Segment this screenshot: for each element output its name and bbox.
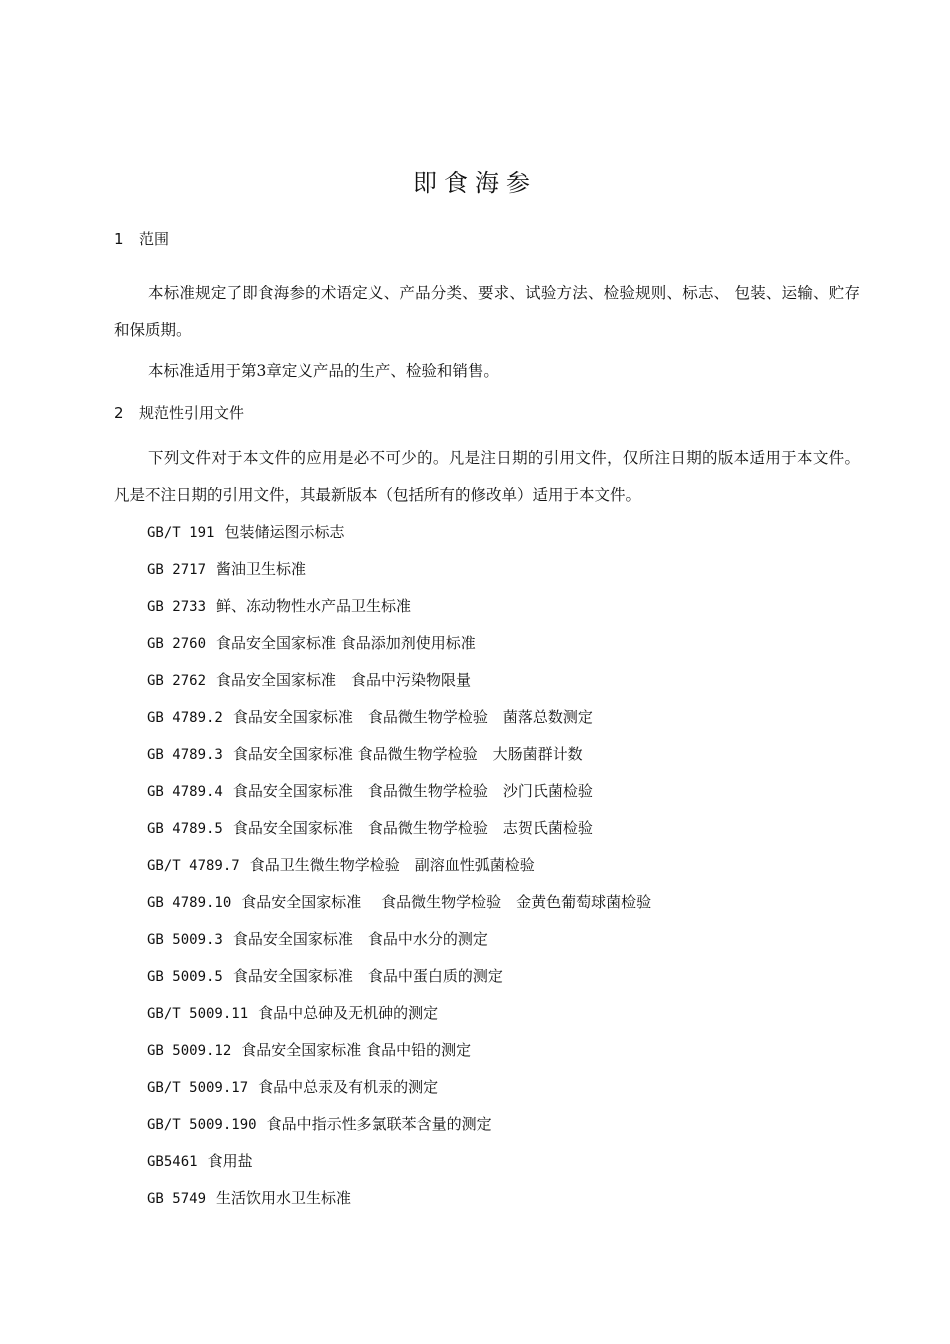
reference-code: GB/T 5009.11 [147,1006,249,1022]
reference-title: 食品安全国家标准 食品微生物学检验 菌落总数测定 [232,708,593,726]
section-title: 规范性引用文件 [139,404,245,422]
reference-code: GB 4789.4 [147,784,223,800]
reference-code: GB 5009.3 [147,932,223,948]
reference-title: 食品安全国家标准 食品微生物学检验 沙门氏菌检验 [232,782,593,800]
reference-item [147,1032,651,1069]
reference-code: GB 2762 [147,673,207,689]
reference-code: GB 4789.5 [147,821,223,837]
reference-code: GB 2733 [147,599,207,615]
reference-code: GB5461 [147,1154,198,1170]
reference-code: GB 2760 [147,636,207,652]
section-heading-normative-references [114,403,244,423]
reference-code: GB/T 4789.7 [147,858,240,874]
reference-list [147,514,651,1217]
reference-title: 包装储运图示标志 [224,523,345,541]
reference-item [147,625,651,662]
section-number: 2 [114,404,124,422]
reference-item [147,1069,651,1106]
reference-title: 酱油卫生标准 [216,560,307,578]
reference-code: GB 2717 [147,562,207,578]
reference-item [147,847,651,884]
reference-title: 食品中指示性多氯联苯含量的测定 [266,1115,492,1133]
reference-title: 食品安全国家标准 食品微生物学检验 志贺氏菌检验 [232,819,593,837]
reference-code: GB 5009.5 [147,969,223,985]
reference-code: GB 4789.3 [147,747,223,763]
reference-title: 生活饮用水卫生标准 [216,1189,352,1207]
reference-item [147,662,651,699]
scope-applicability-paragraph: 本标准适用于第3章定义产品的生产、检验和销售。 [148,362,499,380]
section-number: 1 [114,230,124,248]
reference-item [147,958,651,995]
reference-code: GB 4789.2 [147,710,223,726]
reference-title: 食品中总砷及无机砷的测定 [258,1004,439,1022]
reference-title: 食品安全国家标准 食品微生物学检验 金黄色葡萄球菌检验 [241,893,652,911]
reference-code: GB/T 5009.17 [147,1080,249,1096]
section-title: 范围 [139,230,170,248]
reference-item [147,588,651,625]
section-heading-scope [114,229,169,249]
scope-paragraph: 本标准规定了即食海参的术语定义、产品分类、要求、试验方法、检验规则、标志、 包装、运输、贮存和保质期。 [114,284,860,339]
reference-title: 食品安全国家标准 食品中水分的测定 [232,930,488,948]
reference-title: 食品安全国家标准 食品中污染物限量 [216,671,472,689]
reference-item [147,921,651,958]
document-title: 即食海参 [413,169,537,197]
reference-title: 食品安全国家标准 食品微生物学检验 大肠菌群计数 [232,745,583,763]
reference-item [147,773,651,810]
reference-item [147,995,651,1032]
reference-title: 鲜、冻动物性水产品卫生标准 [216,597,412,615]
reference-item [147,699,651,736]
references-intro-paragraph: 下列文件对于本文件的应用是必不可少的。凡是注日期的引用文件，仅所注日期的版本适用于本文件。凡是不注日期的引用文件，其最新版本（包括所有的修改单）适用于本文件。 [114,449,860,504]
reference-item [147,1106,651,1143]
reference-title: 食品安全国家标准 食品中蛋白质的测定 [232,967,503,985]
reference-code: GB 5749 [147,1191,207,1207]
reference-code: GB 4789.10 [147,895,232,911]
reference-title: 食品卫生微生物学检验 副溶血性弧菌检验 [249,856,535,874]
reference-item [147,810,651,847]
reference-item [147,884,651,921]
reference-title: 食用盐 [207,1152,253,1170]
reference-title: 食品中总汞及有机汞的测定 [258,1078,439,1096]
reference-code: GB/T 5009.190 [147,1117,257,1133]
reference-title: 食品安全国家标准 食品中铅的测定 [241,1041,472,1059]
reference-item [147,514,651,551]
reference-item [147,551,651,588]
reference-item [147,1180,651,1217]
reference-item [147,1143,651,1180]
reference-item [147,736,651,773]
reference-title: 食品安全国家标准 食品添加剂使用标准 [216,634,476,652]
reference-code: GB/T 191 [147,525,215,541]
reference-code: GB 5009.12 [147,1043,232,1059]
